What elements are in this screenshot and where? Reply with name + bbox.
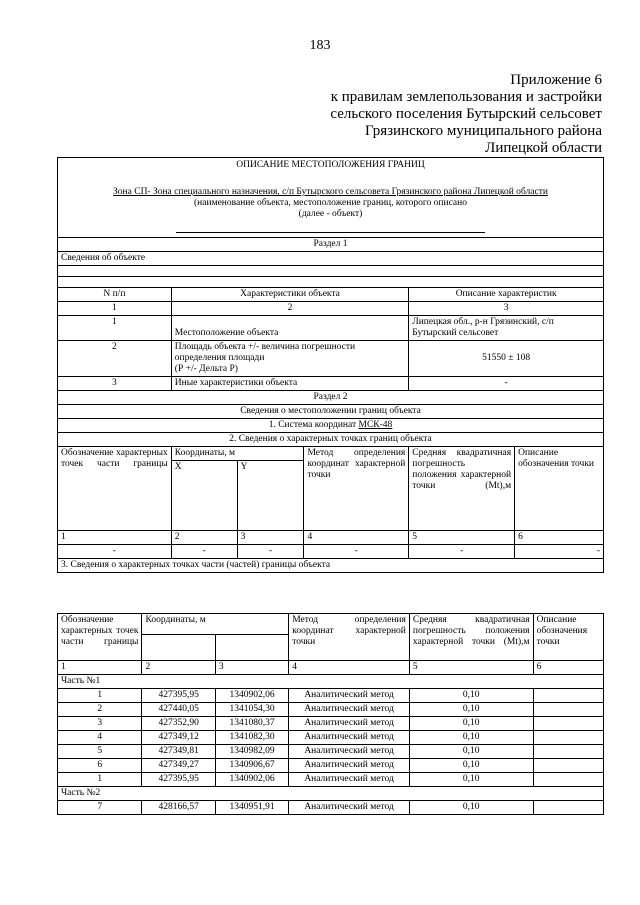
header-line: Грязинского муниципального района — [365, 123, 602, 139]
method: Аналитический метод — [289, 689, 410, 703]
method: Аналитический метод — [289, 745, 410, 759]
characteristic-line: Площадь объекта +/- величина погрешности — [174, 342, 356, 352]
point-description — [533, 759, 603, 773]
method: Аналитический метод — [289, 759, 410, 773]
point-number: 2 — [58, 703, 142, 717]
point-number: 4 — [58, 731, 142, 745]
empty-cell: - — [58, 545, 172, 559]
row-number: 1 — [58, 316, 172, 341]
x-header — [142, 635, 215, 661]
point-description — [533, 689, 603, 703]
accuracy-header: Средняя квадратичная погрешность положения характерной точки (Mt),м — [409, 614, 533, 661]
column-number: 6 — [533, 661, 603, 675]
row-number: 3 — [58, 377, 172, 391]
y-coordinate: 1341080,37 — [215, 717, 288, 731]
table-row — [58, 341, 604, 377]
y-header — [215, 635, 288, 661]
point-number: 1 — [58, 689, 142, 703]
table-row — [58, 801, 604, 815]
characteristic: Местоположение объекта — [171, 316, 409, 341]
column-number: 3 — [237, 531, 304, 545]
characteristic: Иные характеристики объекта — [171, 377, 409, 391]
description-block — [58, 158, 604, 238]
part-title: Часть №2 — [58, 787, 604, 801]
x-coordinate: 427440,05 — [142, 703, 215, 717]
y-header: Y — [237, 461, 304, 531]
points-dash-row — [58, 545, 604, 559]
point-desc-header: Описание обозначения точки — [515, 447, 604, 531]
x-coordinate: 427352,90 — [142, 717, 215, 731]
method: Аналитический метод — [289, 801, 410, 815]
spacer-row — [58, 266, 604, 277]
appendix-header — [330, 72, 602, 157]
x-header: X — [171, 461, 237, 531]
point-number: 3 — [58, 717, 142, 731]
section2-subtitle: Сведения о местоположении границ объекта — [58, 405, 604, 419]
section1-num-row — [58, 302, 604, 316]
characteristic-value: - — [409, 377, 604, 391]
table-row — [58, 689, 604, 703]
section1-subtitle: Сведения об объекте — [58, 252, 604, 266]
empty-cell: - — [171, 545, 237, 559]
column-number: 2 — [171, 302, 409, 316]
method: Аналитический метод — [289, 731, 410, 745]
x-coordinate: 427349,81 — [142, 745, 215, 759]
object-name: Зона СП- Зона специального назначения, с/п Бутырского сельсовета Грязинского района Липецкой области — [113, 187, 548, 197]
x-coordinate: 428166,57 — [142, 801, 215, 815]
characteristic-line: (Р +/- Дельта Р) — [174, 364, 238, 374]
designation-header: Обозначение характерных точек части границы — [58, 614, 142, 661]
accuracy-header: Средняя квадратичная погрешность положения характерной точки (Mt),м — [409, 447, 515, 531]
point-desc-header: Описание обозначения точки — [533, 614, 603, 661]
empty-cell: - — [515, 545, 604, 559]
point-description — [533, 745, 603, 759]
point-description — [533, 717, 603, 731]
column-number: 1 — [58, 661, 142, 675]
points-title: 2. Сведения о характерных точках границ объекта — [58, 433, 604, 447]
column-header: Характеристики объекта — [171, 288, 409, 302]
parts-num-row — [58, 661, 604, 675]
object-note: (далее - объект) — [298, 209, 363, 219]
object-note: (наименование объекта, местоположение границ, которого описано — [194, 198, 467, 208]
x-coordinate: 427349,27 — [142, 759, 215, 773]
accuracy: 0,10 — [409, 717, 533, 731]
document-title: ОПИСАНИЕ МЕСТОПОЛОЖЕНИЯ ГРАНИЦ — [236, 160, 425, 170]
table-row — [58, 377, 604, 391]
section1-header-row — [58, 288, 604, 302]
x-coordinate: 427349,12 — [142, 731, 215, 745]
header-line: сельского поселения Бутырский сельсовет — [330, 106, 602, 122]
characteristic-value: Липецкая обл., р-н Грязинский, с/п Бутырский сельсовет — [409, 316, 604, 341]
column-number: 3 — [215, 661, 288, 675]
column-header: Описание характеристик — [409, 288, 604, 302]
accuracy: 0,10 — [409, 689, 533, 703]
coordinate-system-value: МСК-48 — [358, 420, 393, 430]
y-coordinate: 1341054,30 — [215, 703, 288, 717]
table-row — [58, 703, 604, 717]
header-line: к правилам землепользования и застройки — [330, 89, 602, 105]
empty-cell: - — [409, 545, 515, 559]
method-header: Метод определения координат характерной точки — [304, 447, 409, 531]
page-number: 183 — [309, 38, 331, 53]
parts-points-table — [57, 613, 604, 815]
method: Аналитический метод — [289, 717, 410, 731]
method: Аналитический метод — [289, 703, 410, 717]
table-row — [58, 731, 604, 745]
column-number: 6 — [515, 531, 604, 545]
point-description — [533, 773, 603, 787]
accuracy: 0,10 — [409, 731, 533, 745]
column-number: 4 — [289, 661, 410, 675]
y-coordinate: 1340902,06 — [215, 689, 288, 703]
coordinate-system-label: 1. Система координат — [268, 420, 357, 430]
y-coordinate: 1340902,06 — [215, 773, 288, 787]
accuracy: 0,10 — [409, 745, 533, 759]
column-number: 5 — [409, 661, 533, 675]
y-coordinate: 1341082,30 — [215, 731, 288, 745]
table-row — [58, 717, 604, 731]
point-description — [533, 703, 603, 717]
accuracy: 0,10 — [409, 759, 533, 773]
y-coordinate: 1340982,09 — [215, 745, 288, 759]
table-row — [58, 745, 604, 759]
section2-title: Раздел 2 — [58, 391, 604, 405]
characteristic-line: определения площади — [174, 353, 265, 363]
boundary-description-table — [57, 157, 604, 573]
designation-header: Обозначение характерных точек части границы — [58, 447, 172, 531]
method: Аналитический метод — [289, 773, 410, 787]
parts-title: 3. Сведения о характерных точках части (частей) границы объекта — [58, 559, 604, 573]
section1-title: Раздел 1 — [58, 238, 604, 252]
table-row — [58, 759, 604, 773]
method-header: Метод определения координат характерной точки — [289, 614, 410, 661]
point-number: 6 — [58, 759, 142, 773]
column-number: 2 — [171, 531, 237, 545]
point-number: 1 — [58, 773, 142, 787]
part-title: Часть №1 — [58, 675, 604, 689]
header-line: Приложение 6 — [510, 72, 602, 88]
table-row — [58, 316, 604, 341]
x-coordinate: 427395,95 — [142, 689, 215, 703]
point-number: 5 — [58, 745, 142, 759]
spacer-row — [58, 277, 604, 288]
x-coordinate: 427395,95 — [142, 773, 215, 787]
row-number: 2 — [58, 341, 172, 377]
y-coordinate: 1340906,67 — [215, 759, 288, 773]
header-line: Липецкой области — [485, 140, 602, 156]
points-header-row — [58, 447, 604, 461]
empty-cell: - — [237, 545, 304, 559]
accuracy: 0,10 — [409, 703, 533, 717]
point-number: 7 — [58, 801, 142, 815]
characteristic-value: 51550 ± 108 — [409, 341, 604, 377]
empty-cell: - — [304, 545, 409, 559]
point-description — [533, 731, 603, 745]
column-number: 1 — [58, 531, 172, 545]
point-description — [533, 801, 603, 815]
y-coordinate: 1340951,91 — [215, 801, 288, 815]
column-number: 1 — [58, 302, 172, 316]
table-row — [58, 773, 604, 787]
accuracy: 0,10 — [409, 773, 533, 787]
coords-header: Координаты, м — [171, 447, 304, 461]
column-number: 2 — [142, 661, 215, 675]
column-header: N п/п — [58, 288, 172, 302]
signature-line — [176, 224, 485, 233]
column-number: 5 — [409, 531, 515, 545]
accuracy: 0,10 — [409, 801, 533, 815]
points-num-row — [58, 531, 604, 545]
column-number: 3 — [409, 302, 604, 316]
characteristic — [171, 341, 409, 377]
coords-header: Координаты, м — [142, 614, 289, 635]
column-number: 4 — [304, 531, 409, 545]
coordinate-system — [58, 419, 604, 433]
parts-header-row — [58, 614, 604, 635]
